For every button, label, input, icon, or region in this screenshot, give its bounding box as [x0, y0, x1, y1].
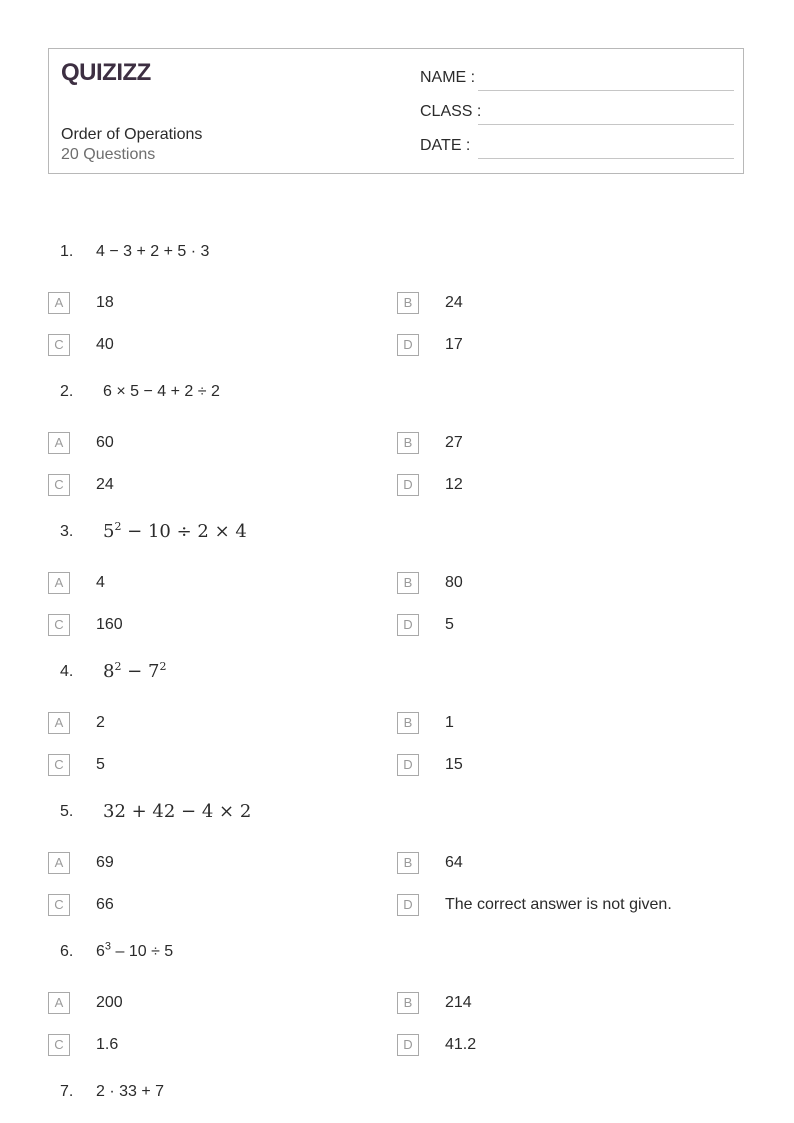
quizizz-logo: QUIZIZZ [61, 59, 151, 86]
option-text: 66 [96, 896, 114, 913]
option-text: 2 [96, 714, 105, 731]
exponent: 2 [114, 660, 122, 673]
option-text: 69 [96, 854, 114, 871]
option-text: 1 [445, 714, 454, 731]
question-number: 6. [60, 943, 74, 960]
option-text: 60 [96, 434, 114, 451]
option-text: 160 [96, 616, 123, 633]
option-letter: D [397, 474, 419, 496]
question-number: 4. [60, 663, 74, 680]
exponent: 2 [114, 520, 122, 533]
option-text: 5 [96, 756, 105, 773]
question-number: 5. [60, 803, 74, 820]
question-text: 4 − 3 + 2 + 5 · 3 [96, 243, 210, 260]
date-label: DATE : [420, 137, 471, 154]
question-text: 6 × 5 − 4 + 2 ÷ 2 [103, 383, 220, 400]
option-letter: A [48, 432, 70, 454]
option-letter: A [48, 572, 70, 594]
option-letter: B [397, 292, 419, 314]
option-text: 41.2 [445, 1036, 477, 1053]
option-letter: D [397, 1034, 419, 1056]
question-count: 20 Questions [61, 146, 156, 163]
option-letter: B [397, 852, 419, 874]
option-letter: C [48, 894, 70, 916]
option-letter: A [48, 292, 70, 314]
option-text: 18 [96, 294, 114, 311]
option-text: 80 [445, 574, 463, 591]
date-line [478, 158, 734, 159]
question-number: 7. [60, 1083, 74, 1100]
option-text: 200 [96, 994, 123, 1011]
option-text: 12 [445, 476, 463, 493]
option-letter: A [48, 712, 70, 734]
option-letter: A [48, 992, 70, 1014]
option-letter: B [397, 432, 419, 454]
option-text: 15 [445, 756, 463, 773]
option-text: 1.6 [96, 1036, 119, 1053]
question-text: 32 + 42 − 4 × 2 [103, 801, 252, 822]
base: 5 [103, 521, 115, 542]
option-text: 5 [445, 616, 454, 633]
option-letter: D [397, 754, 419, 776]
worksheet-title: Order of Operations [61, 126, 203, 143]
class-label: CLASS : [420, 103, 482, 120]
expression-rest: – 10 ÷ 5 [111, 943, 174, 960]
class-field[interactable] [420, 101, 734, 125]
option-letter: B [397, 712, 419, 734]
exponent: 3 [104, 940, 112, 953]
name-label: NAME : [420, 69, 476, 86]
question-number: 1. [60, 243, 74, 260]
question-text [103, 661, 166, 682]
class-line [478, 124, 734, 125]
question-text [96, 940, 174, 961]
base: 6 [96, 943, 105, 960]
option-letter: C [48, 334, 70, 356]
question-text: 2 · 33 + 7 [96, 1083, 165, 1100]
expression-rest: − 7 [121, 661, 160, 682]
name-line [478, 90, 734, 91]
question-number: 2. [60, 383, 74, 400]
date-field[interactable] [420, 135, 734, 159]
expression-rest: − 10 ÷ 2 × 4 [121, 521, 247, 542]
option-letter: D [397, 614, 419, 636]
question-number: 3. [60, 523, 74, 540]
option-text: 4 [96, 574, 105, 591]
option-letter: B [397, 992, 419, 1014]
option-text: 24 [96, 476, 114, 493]
option-text: 64 [445, 854, 463, 871]
option-text: 24 [445, 294, 463, 311]
option-text: The correct answer is not given. [445, 896, 672, 913]
option-text: 17 [445, 336, 463, 353]
base: 8 [103, 661, 115, 682]
option-letter: C [48, 474, 70, 496]
question-text [103, 521, 247, 542]
option-letter: C [48, 754, 70, 776]
worksheet-header [48, 48, 744, 174]
name-field[interactable] [420, 67, 734, 91]
exponent: 2 [159, 660, 167, 673]
option-letter: A [48, 852, 70, 874]
option-text: 27 [445, 434, 463, 451]
option-letter: B [397, 572, 419, 594]
option-letter: D [397, 894, 419, 916]
option-letter: C [48, 614, 70, 636]
option-text: 40 [96, 336, 114, 353]
option-text: 214 [445, 994, 472, 1011]
option-letter: C [48, 1034, 70, 1056]
option-letter: D [397, 334, 419, 356]
